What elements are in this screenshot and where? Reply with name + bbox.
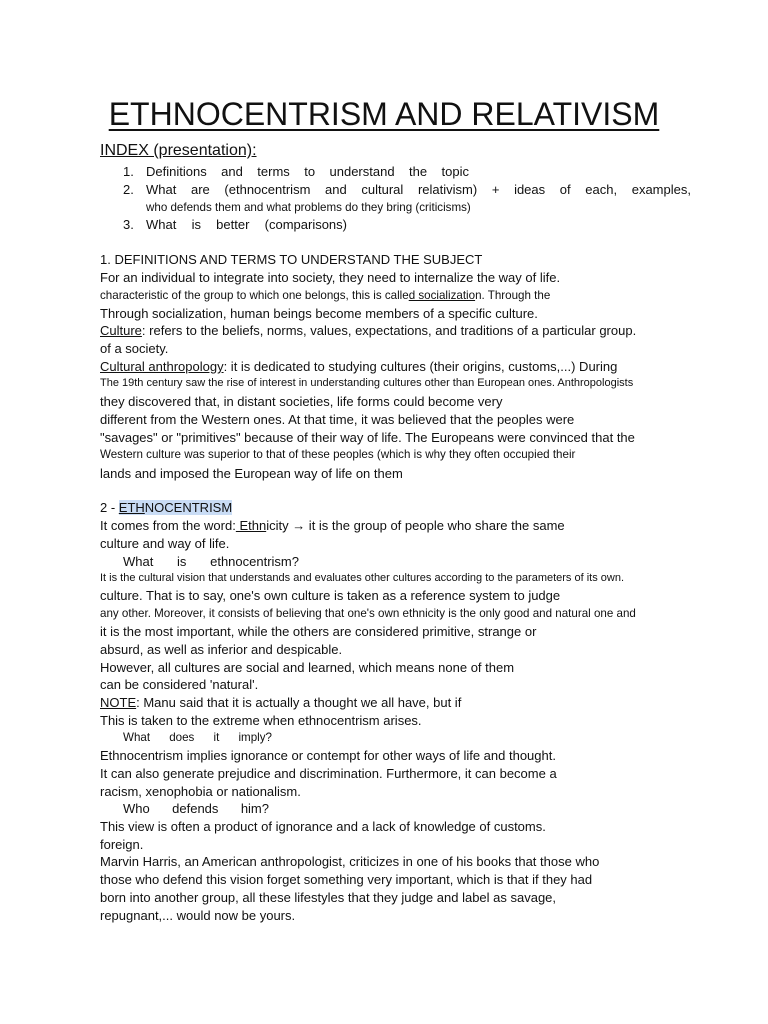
paragraph-line: of a society.: [100, 341, 169, 356]
underlined-term-ethnicity: Ethn: [235, 518, 267, 533]
document-title: ETHNOCENTRISM AND RELATIVISM: [108, 96, 660, 132]
underlined-term-note: NOTE: [100, 695, 137, 710]
index-heading: INDEX (presentation):: [100, 142, 257, 159]
paragraph-line: Marvin Harris, an American anthropologist, criticizes in one of his books that those who: [100, 854, 600, 869]
paragraph-line: they discovered that, in distant societies, life forms could become very: [100, 394, 503, 409]
question-what-does-it-imply: What does it imply?: [123, 731, 272, 744]
paragraph-line: characteristic of the group to which one belongs, this is called socialization. Through the: [100, 289, 551, 302]
section-1-heading: 1. DEFINITIONS AND TERMS TO UNDERSTAND THE SUBJECT: [100, 252, 483, 267]
paragraph-line: For an individual to integrate into society, they need to internalize the way of life.: [100, 270, 561, 285]
paragraph-line: can be considered 'natural'.: [100, 677, 259, 692]
index-item-2: 2. What are (ethnocentrism and cultural relativism) + ideas of each, examples,: [123, 182, 691, 197]
question-what-is-ethnocentrism: What is ethnocentrism?: [123, 554, 299, 569]
section-2-heading: 2 - ETHNOCENTRISM: [100, 500, 233, 515]
underlined-term-culture: Culture: [100, 323, 142, 338]
paragraph-line: Culture: refers to the beliefs, norms, values, expectations, and traditions of a particular group.: [100, 323, 637, 338]
paragraph-line: born into another group, all these lifestyles that they judge and label as savage,: [100, 890, 557, 905]
paragraph-line: It comes from the word: Ethnicity → it is the group of people who share the same: [100, 518, 565, 533]
paragraph-line: "savages" or "primitives" because of their way of life. The Europeans were convinced that the: [100, 430, 635, 445]
question-who-defends-him: Who defends him?: [123, 801, 269, 816]
paragraph-line: This is taken to the extreme when ethnocentrism arises.: [100, 713, 422, 728]
index-item-1: 1. Definitions and terms to understand the topic: [123, 164, 469, 179]
paragraph-line: different from the Western ones. At that time, it was believed that the peoples were: [100, 412, 575, 427]
paragraph-line: It is the cultural vision that understands and evaluates other cultures according to the parameters of its own.: [100, 572, 625, 584]
paragraph-line: Cultural anthropology: it is dedicated to studying cultures (their origins, customs,...) During: [100, 359, 618, 374]
paragraph-line: repugnant,... would now be yours.: [100, 908, 296, 923]
paragraph-line: It can also generate prejudice and discrimination. Furthermore, it can become a: [100, 766, 557, 781]
paragraph-line: those who defend this vision forget something very important, which is that if they had: [100, 872, 593, 887]
paragraph-line: culture and way of life.: [100, 536, 230, 551]
paragraph-line: absurd, as well as inferior and despicable.: [100, 642, 343, 657]
paragraph-line: Ethnocentrism implies ignorance or contempt for other ways of life and thought.: [100, 748, 556, 763]
paragraph-line: any other. Moreover, it consists of believing that one's own ethnicity is the only good and natural one and: [100, 607, 636, 620]
underlined-term-socialization: d socializatio: [408, 289, 476, 302]
paragraph-line: NOTE: Manu said that it is actually a thought we all have, but if: [100, 695, 462, 710]
paragraph-line: foreign.: [100, 837, 144, 852]
paragraph-line: However, all cultures are social and learned, which means none of them: [100, 660, 515, 675]
index-item-3: 3. What is better (comparisons): [123, 217, 347, 232]
underlined-term-cultural-anthropology: Cultural anthropology: [100, 359, 224, 374]
paragraph-line: culture. That is to say, one's own culture is taken as a reference system to judge: [100, 588, 561, 603]
highlighted-term: ETH: [118, 500, 145, 515]
paragraph-line: lands and imposed the European way of life on them: [100, 466, 403, 481]
paragraph-line: The 19th century saw the rise of interest in understanding cultures other than European ones. Anthropologists: [100, 377, 634, 389]
index-item-2-continuation: who defends them and what problems do they bring (criticisms): [146, 201, 471, 214]
paragraph-line: This view is often a product of ignorance and a lack of knowledge of customs.: [100, 819, 546, 834]
paragraph-line: Through socialization, human beings become members of a specific culture.: [100, 306, 538, 321]
paragraph-line: Western culture was superior to that of these peoples (which is why they often occupied their: [100, 448, 576, 461]
paragraph-line: racism, xenophobia or nationalism.: [100, 784, 301, 799]
paragraph-line: it is the most important, while the others are considered primitive, strange or: [100, 624, 537, 639]
